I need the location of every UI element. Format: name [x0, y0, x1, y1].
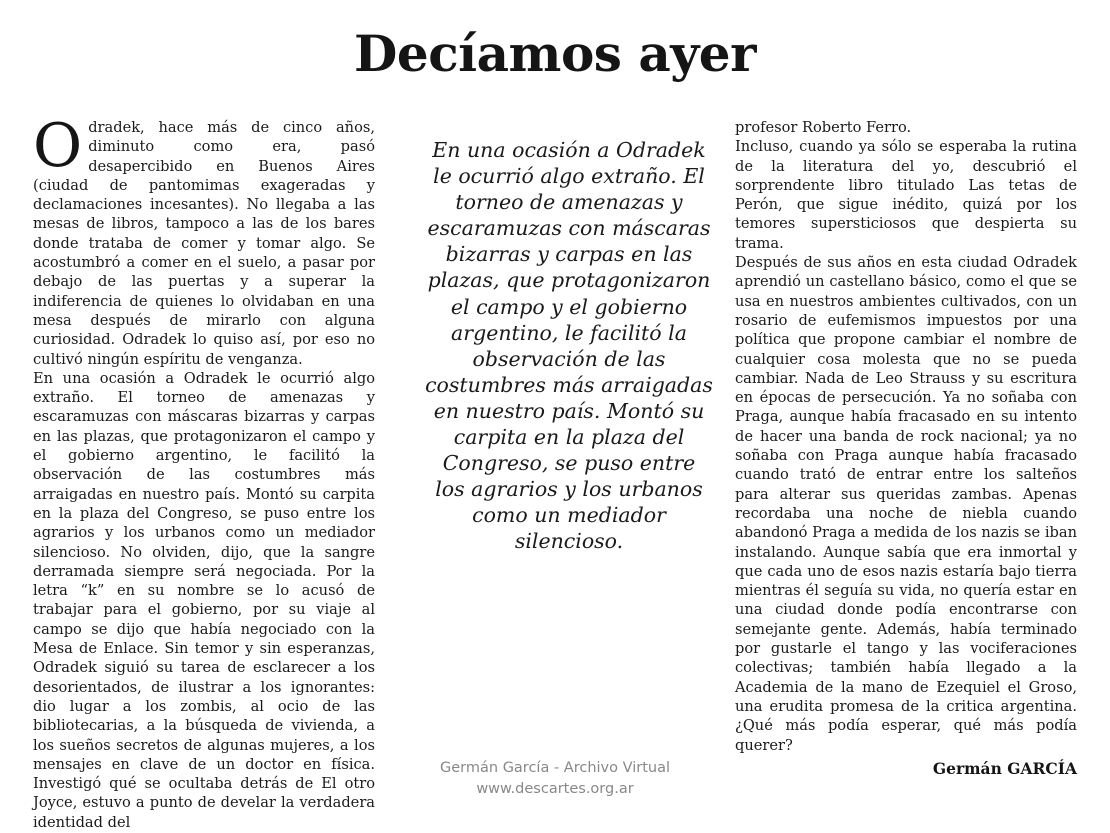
- article-paragraph: Después de sus años en esta ciudad Odradek aprendió un castellano básico, como el que se usa en nuestros ambientes cultivados, con un rosario de eufemismos impuestos por una política que propone cambiar el nombre de cualquier cosa molesta que no se pueda cambiar. Nada de Leo Strauss y su escritura en épocas de persecución. Ya no soñaba con Praga, aunque había fracasado en su intento de hacer una banda de rock nacional; ya no soñaba con Praga aunque había fracasado cuando trató de entrar entre los salteños para alterar sus queridas zambas. Apenas recordaba una noche de niebla cuando abandonó Praga a medida de los nazis se iban instalando. Aunque sabía que era inmortal y que cada uno de esos nazis estaría bajo tierra mientras él seguía su vida, no quería estar en una ciudad donde podía encontrarse con semejante gente. Además, había terminado por gustarle el tango y las vociferaciones colectivas; también había llegado a la Academia de la mano de Ezequiel el Groso, una erudita promesa de la critica argentina. ¿Qué más podía esperar, qué más podía querer?: [735, 254, 1077, 754]
- drop-cap: O: [33, 111, 83, 181]
- archive-name: Germán García - Archivo Virtual: [440, 760, 670, 776]
- left-column: [33, 111, 375, 832]
- archive-url[interactable]: www.descartes.org.ar: [476, 781, 634, 797]
- article-paragraph: [33, 111, 375, 369]
- page-title: Decíamos ayer: [354, 24, 756, 83]
- article-paragraph: profesor Roberto Ferro.: [735, 119, 912, 136]
- pull-quote: En una ocasión a Odradek le ocurrió algo extraño. El torneo de amenazas y escaramuzas con máscaras bizarras y carpas en las plazas, que protagonizaron el campo y el gobierno argentino, le facilitó la observación de las costumbres más arraigadas en nuestro país. Montó su carpita en la plaza del Congreso, se puso entre los agrarios y los urbanos como un mediador silencioso.: [425, 138, 713, 554]
- archive-credit: [405, 758, 705, 800]
- article-paragraph: Incluso, cuando ya sólo se esperaba la rutina de la literatura del yo, descubrió el sorprendente libro titulado Las tetas de Perón, que sigue inédito, quizá por los temores supersticiosos que despierta su trama.: [735, 138, 1077, 252]
- author-signature: Germán GARCÍA: [932, 759, 1077, 778]
- article-paragraph: En una ocasión a Odradek le ocurrió algo extraño. El torneo de amenazas y escaramuzas con máscaras bizarras y carpas en las plazas, que protagonizaron el campo y el gobierno argentino, le facilitó la observación de las costumbres más arraigadas en nuestro país. Montó su carpita en la plaza del Congreso, se puso entre los agrarios y los urbanos como un mediador silencioso. No olviden, dijo, que la sangre derramada siempre será negociada. Por la letra “k” en su nombre se lo acusó de trabajar para el gobierno, por su viaje al campo se dijo que había negociado con la Mesa de Enlace. Sin temor y sin esperanzas, Odradek siguió su tarea de esclarecer a los desorientados, de ilustrar a los ignorantes: dio lugar a los zombis, al ocio de las bibliotecarias, a la búsqueda de vivienda, a los sueños secretos de algunas mujeres, a los mensajes en clave de un doctor en física. Investigó qué se ocultaba detrás de El otro Joyce, estuvo a punto de develar la verdadera identidad del: [33, 369, 375, 831]
- right-column: [735, 118, 1077, 755]
- paragraph-text: dradek, hace más de cinco años, diminuto como era, pasó desapercibido en Buenos Aires (ciudad de pantomimas exageradas y declamaciones incesantes). No llegaba a las mesas de libros, tampoco a las de los bares donde trataba de comer y tomar algo. Se acostumbró a comer en el suelo, a pasar por debajo de las puertas y a superar la indiferencia de quienes lo olvidaban en una mesa después de mirarlo con alguna curiosidad. Odradek lo quiso así, por eso no cultivó ningún espíritu de venganza.: [33, 119, 375, 368]
